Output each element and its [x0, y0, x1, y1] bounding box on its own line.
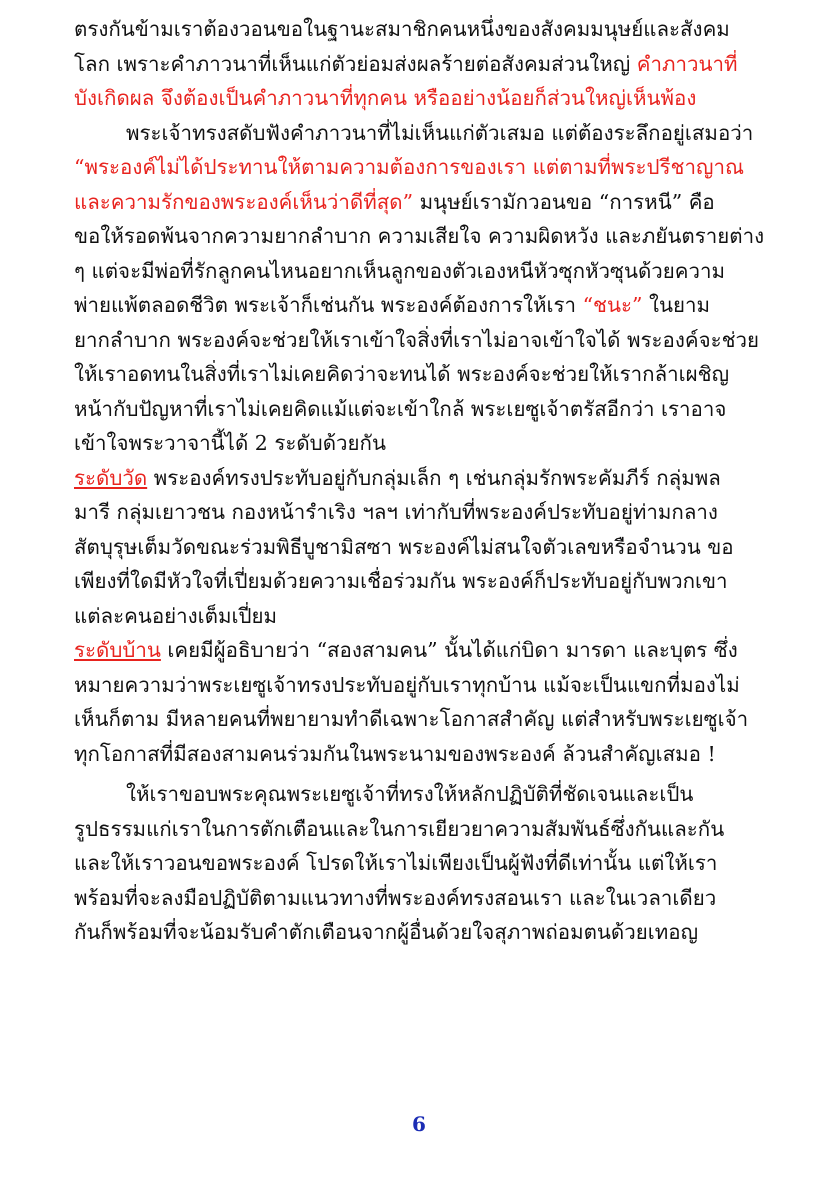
text-line [74, 702, 774, 737]
section-heading-line [74, 461, 774, 496]
text-line [74, 219, 774, 254]
line-text: แต่ละคนอย่างเต็มเปี่ยม [74, 603, 278, 628]
text-line [74, 915, 774, 950]
line-text: หน้ากับปัญหาที่เราไม่เคยคิดแม้แต่จะเข้าใกล้ พระเยซูเจ้าตรัสอีกว่า เราอาจ [74, 396, 727, 421]
line-text: ตรงกันข้ามเราต้องวอนขอในฐานะสมาชิกคนหนึ่งของสังคมมนุษย์และสังคม [74, 17, 730, 41]
line-text: พ่ายแพ้ตลอดชีวิต พระเจ้าก็เช่นกัน พระองค์ต้องการให้เรา [74, 293, 577, 317]
red-emphasis-text: “พระองค์ไม่ได้ประทานให้ตามความต้องการของเรา แต่ตามที่พระปรีชาญาณ [74, 155, 744, 179]
line-text: ให้เราขอบพระคุณพระเยซูเจ้าที่ทรงให้หลักปฏิบัติที่ชัดเจนและเป็น [126, 782, 694, 806]
line-text: เคยมีผู้อธิบายว่า “สองสามคน” นั้นได้แก่บิดา มารดา และบุตร ซึ่ง [160, 638, 738, 662]
line-text: รูปธรรมแก่เราในการตักเตือนและในการเยียวยาความสัมพันธ์ซึ่งกันและกัน [74, 816, 725, 841]
text-line [74, 12, 774, 47]
text-line [74, 81, 774, 116]
text-line [74, 530, 774, 565]
paragraph-start-line [74, 116, 774, 151]
text-line [74, 150, 774, 185]
line-text: พระองค์ทรงประทับอยู่กับกลุ่มเล็ก ๆ เช่นกลุ่มรักพระคัมภีร์ กลุ่มพล [147, 465, 721, 490]
line-text: ทุกโอกาสที่มีสองสามคนร่วมกันในพระนามของพระองค์ ล้วนสำคัญเสมอ ! [74, 741, 716, 766]
paragraph-start-line [74, 777, 774, 812]
text-line [74, 357, 774, 392]
section-heading-baan: ระดับบ้าน [74, 638, 161, 662]
text-line [74, 812, 774, 847]
text-line [74, 599, 774, 634]
line-text: สัตบุรุษเต็มวัดขณะร่วมพิธีบูชามิสซา พระองค์ไม่สนใจตัวเลขหรือจำนวน ขอ [74, 534, 734, 559]
line-text: และให้เราวอนขอพระองค์ โปรดให้เราไม่เพียงเป็นผู้ฟังที่ดีเท่านั้น แต่ให้เรา [74, 851, 718, 875]
line-text: มารี กลุ่มเยาวชน กองหน้ารำเริง ฯลฯ เท่ากับที่พระองค์ประทับอยู่ท่ามกลาง [74, 500, 718, 524]
red-emphasis-text: และความรักของพระองค์เห็นว่าดีที่สุด” [74, 189, 414, 214]
page-number: 6 [412, 1112, 426, 1136]
line-text: มนุษย์เรามักวอนขอ “การหนี” คือ [413, 189, 715, 214]
line-text: โลก เพราะคำภาวนาที่เห็นแก่ตัวย่อมส่งผลร้ายต่อสังคมส่วนใหญ่ [74, 51, 637, 76]
section-heading-line [74, 633, 774, 668]
text-line [74, 426, 774, 461]
text-line [74, 737, 774, 772]
line-text: พระเจ้าทรงสดับฟังคำภาวนาที่ไม่เห็นแก่ตัวเสมอ แต่ต้องระลึกอยู่เสมอว่า [126, 120, 754, 145]
red-emphasis-text: “ชนะ” [576, 293, 643, 317]
section-heading-wat: ระดับวัด [74, 465, 148, 490]
text-line [74, 495, 774, 530]
line-text: หมายความว่าพระเยซูเจ้าทรงประทับอยู่กับเราทุกบ้าน แม้จะเป็นแขกที่มองไม่ [74, 672, 740, 697]
text-line [74, 185, 774, 220]
red-emphasis-text: คำภาวนาที่ [636, 51, 738, 76]
line-text: ให้เราอดทนในสิ่งที่เราไม่เคยคิดว่าจะทนได้ พระองค์จะช่วยให้เรากล้าเผชิญ [74, 362, 730, 386]
text-line [74, 564, 774, 599]
text-line [74, 392, 774, 427]
text-line [74, 47, 774, 82]
line-text: ในยาม [642, 293, 711, 317]
line-text: พร้อมที่จะลงมือปฏิบัติตามแนวทางที่พระองค์ทรงสอนเรา และในเวลาเดียว [74, 885, 717, 910]
line-text: ๆ แต่จะมีพ่อที่รักลูกคนไหนอยากเห็นลูกของตัวเองหนีหัวซุกหัวซุนด้วยความ [74, 258, 726, 283]
text-line [74, 846, 774, 881]
line-text: เห็นก็ตาม มีหลายคนที่พยายามทำดีเฉพาะโอกาสสำคัญ แต่สำหรับพระเยซูเจ้า [74, 707, 749, 731]
red-emphasis-text: บังเกิดผล จึงต้องเป็นคำภาวนาที่ทุกคน หรืออย่างน้อยก็ส่วนใหญ่เห็นพ้อง [74, 86, 697, 110]
text-line [74, 288, 774, 323]
line-text: ขอให้รอดพ้นจากความยากลำบาก ความเสียใจ ความผิดหวัง และภยันตรายต่าง [74, 224, 765, 248]
text-line [74, 323, 774, 358]
line-text: กันก็พร้อมที่จะน้อมรับคำตักเตือนจากผู้อื่นด้วยใจสุภาพถ่อมตนด้วยเทอญ [74, 920, 699, 944]
line-text: เพียงที่ใดมีหัวใจที่เปี่ยมด้วยความเชื่อร่วมกัน พระองค์ก็ประทับอยู่กับพวกเขา [74, 569, 728, 593]
document-body [74, 12, 774, 950]
line-text: ยากลำบาก พระองค์จะช่วยให้เราเข้าใจสิ่งที่เราไม่อาจเข้าใจได้ พระองค์จะช่วย [74, 327, 760, 352]
text-line [74, 668, 774, 703]
text-line [74, 254, 774, 289]
text-line [74, 881, 774, 916]
line-text: เข้าใจพระวาจานี้ได้ 2 ระดับด้วยกัน [74, 431, 386, 455]
